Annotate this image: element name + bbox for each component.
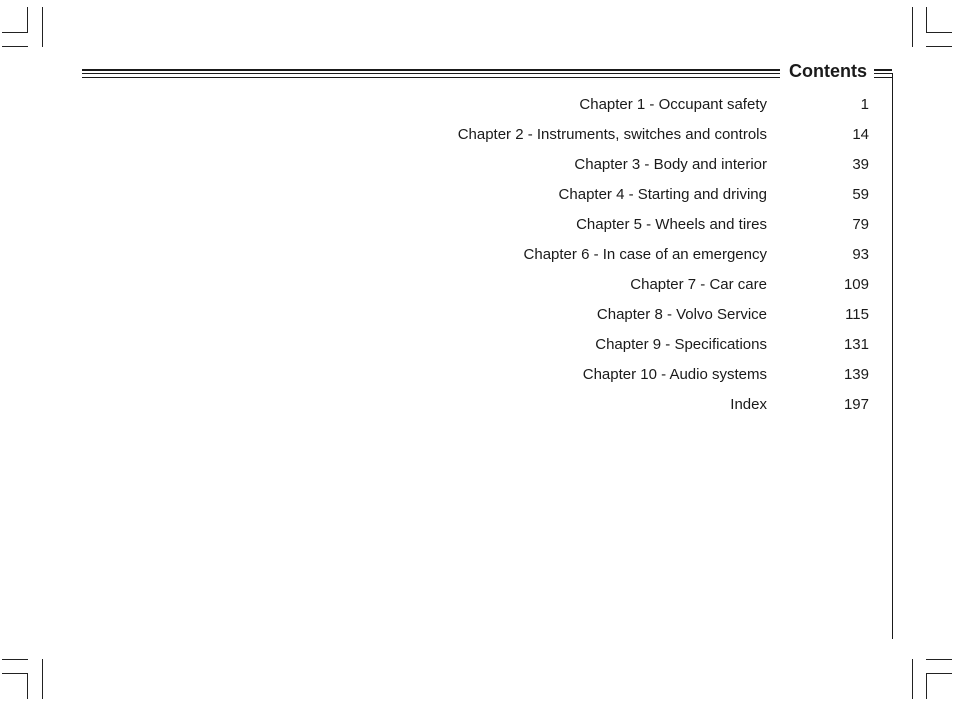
toc-entry-label: Chapter 2 - Instruments, switches and controls [457,126,767,143]
crop-mark [912,659,913,699]
toc-entry-label: Chapter 10 - Audio systems [582,366,767,383]
toc-entry-label: Chapter 6 - In case of an emergency [523,246,767,263]
toc-entry[interactable] [380,214,869,244]
side-rule [892,73,893,639]
header-rule [874,77,892,78]
toc-entry-label: Chapter 9 - Specifications [595,336,767,353]
toc-entry-label: Chapter 4 - Starting and driving [558,186,767,203]
header-rule [82,77,780,78]
crop-mark [926,673,952,674]
crop-mark [926,659,952,660]
toc-entry[interactable] [380,154,869,184]
toc-entry-page: 109 [843,276,869,293]
toc-entry-page: 139 [843,366,869,383]
crop-mark [2,32,28,33]
crop-mark [2,659,28,660]
crop-mark [42,7,43,47]
header-rule [82,73,780,74]
toc-entry[interactable] [380,124,869,154]
crop-mark [2,673,28,674]
toc-entry[interactable] [380,394,869,424]
crop-mark [2,46,28,47]
toc-entry-page: 115 [845,306,869,323]
toc-entry-label: Chapter 5 - Wheels and tires [576,216,767,233]
crop-mark [926,32,952,33]
toc-entry-label: Chapter 3 - Body and interior [574,156,767,173]
toc-entry-page: 131 [843,336,869,353]
crop-mark [926,673,927,699]
toc-entry-label: Chapter 1 - Occupant safety [579,96,767,113]
table-of-contents [380,94,869,424]
toc-entry[interactable] [380,184,869,214]
page-title: Contents [789,61,867,81]
toc-entry[interactable] [380,244,869,274]
toc-entry-page: 39 [852,156,869,173]
toc-entry[interactable] [380,364,869,394]
toc-entry[interactable] [380,304,869,334]
toc-entry-page: 93 [852,246,869,263]
crop-mark [42,659,43,699]
crop-mark [27,673,28,699]
toc-entry-page: 1 [860,96,869,113]
toc-entry-page: 59 [852,186,869,203]
header-rule [82,69,780,71]
toc-entry-label: Chapter 8 - Volvo Service [596,306,767,323]
toc-entry[interactable] [380,334,869,364]
header-rule [874,73,892,74]
toc-entry[interactable] [380,94,869,124]
toc-entry-label: Chapter 7 - Car care [630,276,767,293]
toc-entry-label: Index [730,396,767,413]
crop-mark [912,7,913,47]
crop-mark [926,46,952,47]
toc-entry-page: 14 [852,126,869,143]
toc-entry-page: 79 [852,216,869,233]
crop-mark [27,7,28,33]
toc-entry[interactable] [380,274,869,304]
toc-entry-page: 197 [843,396,869,413]
crop-mark [926,7,927,33]
header-rule [874,69,892,71]
